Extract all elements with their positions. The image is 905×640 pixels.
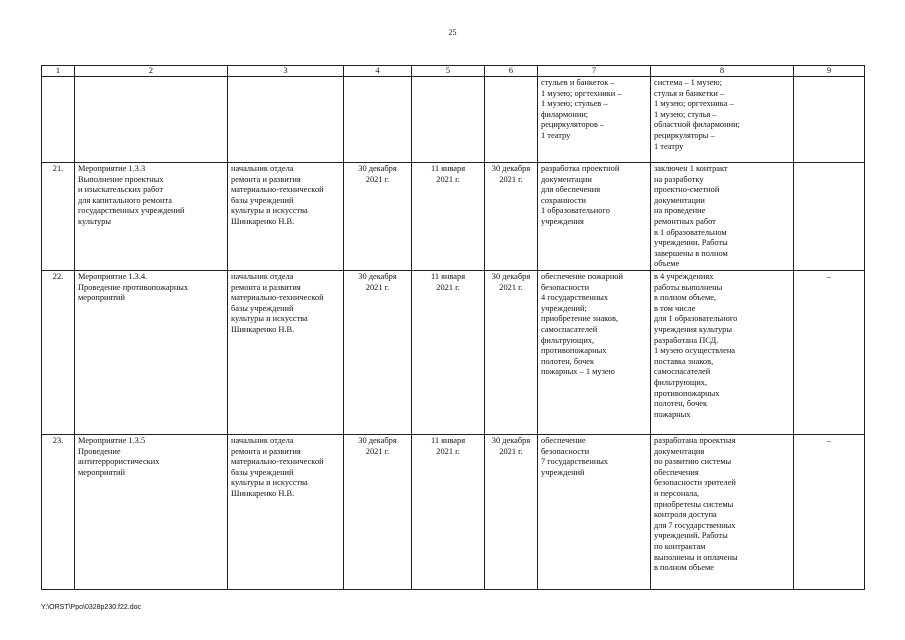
header-col-5: 5: [412, 66, 485, 77]
achieved-result: разработана проектная документация по развитию системы обеспечения безопасности зрителей и персонала, приобретены системы контроля доступа для 7 государственных учреждений. Работы по контрактам выполнены и оплачены в полном объеме: [651, 435, 794, 590]
actual-end-date: 30 декабря 2021 г.: [485, 435, 538, 590]
note: –: [794, 271, 865, 435]
header-col-3: 3: [228, 66, 344, 77]
table-row: [42, 77, 865, 163]
activity-name: Мероприятие 1.3.4. Проведение противопожарных мероприятий: [75, 271, 228, 435]
responsible-person: начальник отдела ремонта и развития материально-технической базы учреждений культуры и искусства Шинкаренко Н.В.: [228, 163, 344, 271]
planned-result: разработка проектной документации для обеспечения сохранности 1 образовательного учреждения: [538, 163, 651, 271]
header-col-2: 2: [75, 66, 228, 77]
responsible-person: [228, 77, 344, 163]
actual-end-date: 30 декабря 2021 г.: [485, 271, 538, 435]
planned-end-date: 30 декабря 2021 г.: [344, 435, 412, 590]
planned-result: обеспечение пожарной безопасности 4 государственных учреждений; приобретение знаков, самоспасателей фильтрующих, противопожарных полотен, бочек пожарных – 1 музею: [538, 271, 651, 435]
actual-start-date: [412, 77, 485, 163]
column-number-row: [42, 66, 865, 77]
header-col-9: 9: [794, 66, 865, 77]
table-row: [42, 435, 865, 590]
planned-end-date: [344, 77, 412, 163]
row-number: 21.: [42, 163, 75, 271]
achieved-result: заключен 1 контракт на разработку проектно-сметной документации на проведение ремонтных работ в 1 образовательном учреждении. Работы завершены в полном объеме: [651, 163, 794, 271]
responsible-person: начальник отдела ремонта и развития материально-технической базы учреждений культуры и искусства Шинкаренко Н.В.: [228, 435, 344, 590]
header-col-4: 4: [344, 66, 412, 77]
table-row: [42, 271, 865, 435]
actual-end-date: 30 декабря 2021 г.: [485, 163, 538, 271]
row-number: 23.: [42, 435, 75, 590]
header-col-7: 7: [538, 66, 651, 77]
row-number: 22.: [42, 271, 75, 435]
responsible-person: начальник отдела ремонта и развития материально-технической базы учреждений культуры и искусства Шинкаренко Н.В.: [228, 271, 344, 435]
activity-name: Мероприятие 1.3.5 Проведение антитеррористических мероприятий: [75, 435, 228, 590]
page-number: 25: [448, 28, 457, 37]
achieved-result: в 4 учреждениях работы выполнены в полном объеме, в том числе для 1 образовательного учреждения культуры разработана ПСД. 1 музею осуществлена поставка знаков, самоспасателей фильтрующих, противопожарных полотен, бочек пожарных: [651, 271, 794, 435]
file-path-footer: Y:\ORST\Ppo\0328p230.f22.doc: [41, 604, 142, 611]
row-number: [42, 77, 75, 163]
actual-start-date: 11 января 2021 г.: [412, 435, 485, 590]
planned-end-date: 30 декабря 2021 г.: [344, 163, 412, 271]
actual-end-date: [485, 77, 538, 163]
activity-name: Мероприятие 1.3.3 Выполнение проектных и изыскательских работ для капитального ремонта государственных учреждений культуры: [75, 163, 228, 271]
report-table: [41, 65, 865, 590]
note: [794, 77, 865, 163]
header-col-8: 8: [651, 66, 794, 77]
actual-start-date: 11 января 2021 г.: [412, 271, 485, 435]
table-row: [42, 163, 865, 271]
actual-start-date: 11 января 2021 г.: [412, 163, 485, 271]
header-col-1: 1: [42, 66, 75, 77]
achieved-result: система – 1 музею; стулья и банкетки – 1 музею; оргтехника – 1 музею; стулья – областной филармонии; рециркуляторы – 1 театру: [651, 77, 794, 163]
header-col-6: 6: [485, 66, 538, 77]
planned-end-date: 30 декабря 2021 г.: [344, 271, 412, 435]
note: [794, 163, 865, 271]
note: –: [794, 435, 865, 590]
planned-result: обеспечение безопасности 7 государственных учреждений: [538, 435, 651, 590]
planned-result: стульев и банкеток – 1 музею; оргтехники – 1 музею; стульев – филармонии; рециркуляторов – 1 театру: [538, 77, 651, 163]
activity-name: [75, 77, 228, 163]
